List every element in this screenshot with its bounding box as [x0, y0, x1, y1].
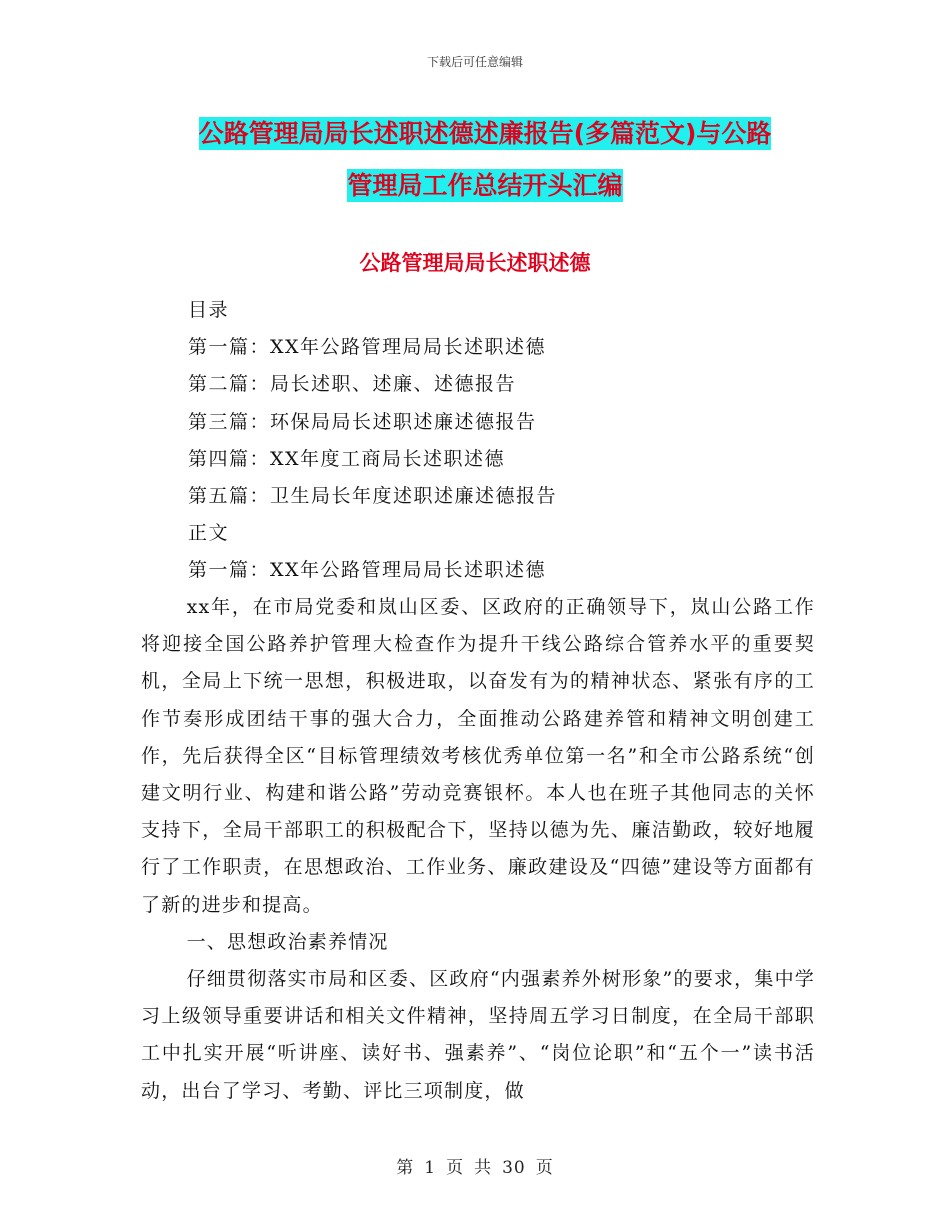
toc-item: 第二篇：局长述职、述廉、述德报告 [188, 373, 517, 396]
toc-item: 第一篇：XX年公路管理局局长述职述德 [188, 336, 547, 359]
main-title-line1: 公路管理局局长述职述德述廉报告(多篇范文)与公路 [198, 119, 772, 148]
main-title-line2: 管理局工作总结开头汇编 [347, 171, 623, 200]
section-title: 公路管理局局长述职述德 [359, 251, 591, 275]
paragraph: 仔细贯彻落实市局和区委、区政府“内强素养外树形象”的要求，集中学习上级领导重要讲话和相关文件精神，坚持周五学习日制度，在全局干部职工中扎实开展“听讲座、读好书、强素养”、“岗位论职”和“五个一”读书活动，出台了学习、考勤、评比三项制度，做 [141, 968, 815, 1102]
toc-item: 第五篇：卫生局长年度述职述廉述德报告 [188, 485, 558, 508]
footer-page-word: 页 [446, 1158, 465, 1178]
toc-heading: 目录 [188, 299, 230, 321]
toc-item: 第四篇：XX年度工商局长述职述德 [188, 447, 506, 470]
footer-prefix: 第 [396, 1158, 415, 1178]
toc-item: 第三篇：环保局局长述职述廉述德报告 [188, 410, 537, 433]
header-note: 下载后可任意编辑 [426, 55, 523, 69]
first-section-title: 第一篇：XX年公路管理局局长述职述德 [188, 559, 547, 582]
footer-suffix: 页 [535, 1158, 554, 1178]
main-title [140, 108, 830, 212]
page-footer [0, 1153, 950, 1178]
paragraph: xx年，在市局党委和岚山区委、区政府的正确领导下，岚山公路工作将迎接全国公路养护管理大检查作为提升干线公路综合管养水平的重要契机，全局上下统一思想，积极进取，以奋发有为的精神状态、紧张有序的工作节奏形成团结干事的强大合力，全面推动公路建养管和精神文明创建工作，先后获得全区“目标管理绩效考核优秀单位第一名”和全市公路系统“创建文明行业、构建和谐公路”劳动竞赛银杯。本人也在班子其他同志的关怀支持下，全局干部职工的积极配合下，坚持以德为先、廉洁勤政，较好地履行了工作职责，在思想政治、工作业务、廉政建设及“四德”建设等方面都有了新的进步和提高。 [141, 596, 815, 916]
body-label: 正文 [188, 522, 230, 545]
footer-current-page: 1 [424, 1158, 437, 1178]
footer-total-word: 共 [474, 1158, 493, 1178]
footer-total-pages: 30 [502, 1158, 526, 1178]
section-heading: 一、思想政治素养情况 [186, 930, 389, 953]
body-text [141, 589, 815, 1110]
table-of-contents [188, 292, 828, 590]
